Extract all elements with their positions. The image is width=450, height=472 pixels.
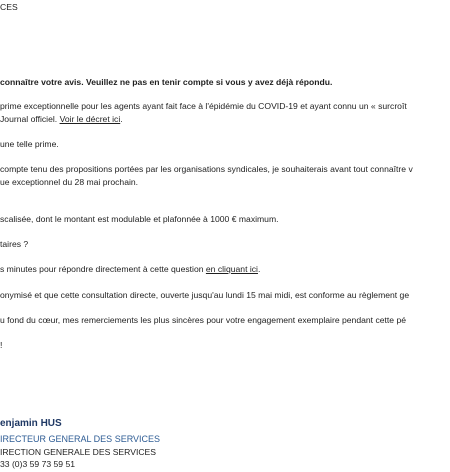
paragraph-1-line-1: prime exceptionnelle pour les agents ayant fait face à l'épidémie du COVID-19 et ayant connu un « surcroît bbox=[0, 101, 407, 111]
paragraph-3-line-1: compte tenu des propositions portées par les organisations syndicales, je souhaiterais avant tout connaître v bbox=[0, 164, 413, 174]
paragraph-9: ! bbox=[0, 340, 3, 350]
signature-department: IRECTION GENERALE DES SERVICES bbox=[0, 447, 157, 457]
paragraph-8: u fond du cœur, mes remerciements les plus sincères pour votre engagement exemplaire pendant cette pé bbox=[0, 315, 407, 325]
paragraph-6 bbox=[0, 264, 260, 275]
paragraph-3-line-2: ue exceptionnel du 28 mai prochain. bbox=[0, 177, 139, 187]
paragraph-1-prefix: Journal officiel. bbox=[0, 114, 60, 124]
signature-name: enjamin HUS bbox=[0, 418, 62, 429]
decree-link[interactable]: Voir le décret ici bbox=[59, 114, 121, 124]
paragraph-1-line-2 bbox=[0, 114, 123, 125]
signature-phone: 33 (0)3 59 73 59 51 bbox=[0, 459, 76, 469]
paragraph-4: scalisée, dont le montant est modulable et plafonnée à 1000 € maximum. bbox=[0, 214, 279, 224]
paragraph-7: onymisé et que cette consultation directe, ouverte jusqu'au lundi 15 mai midi, est conforme au règlement ge bbox=[0, 290, 410, 300]
paragraph-6-suffix: . bbox=[257, 264, 261, 274]
paragraph-2: une telle prime. bbox=[0, 139, 59, 149]
signature-title: IRECTEUR GENERAL DES SERVICES bbox=[0, 434, 161, 444]
survey-link[interactable]: en cliquant ici bbox=[205, 264, 258, 274]
intro-text: connaître votre avis. Veuillez ne pas en tenir compte si vous y avez déjà répondu. bbox=[0, 77, 333, 87]
paragraph-1-suffix: . bbox=[120, 114, 123, 124]
header-fragment: CES bbox=[0, 2, 18, 12]
paragraph-6-prefix: s minutes pour répondre directement à cette question bbox=[0, 264, 206, 274]
paragraph-5: taires ? bbox=[0, 239, 29, 249]
